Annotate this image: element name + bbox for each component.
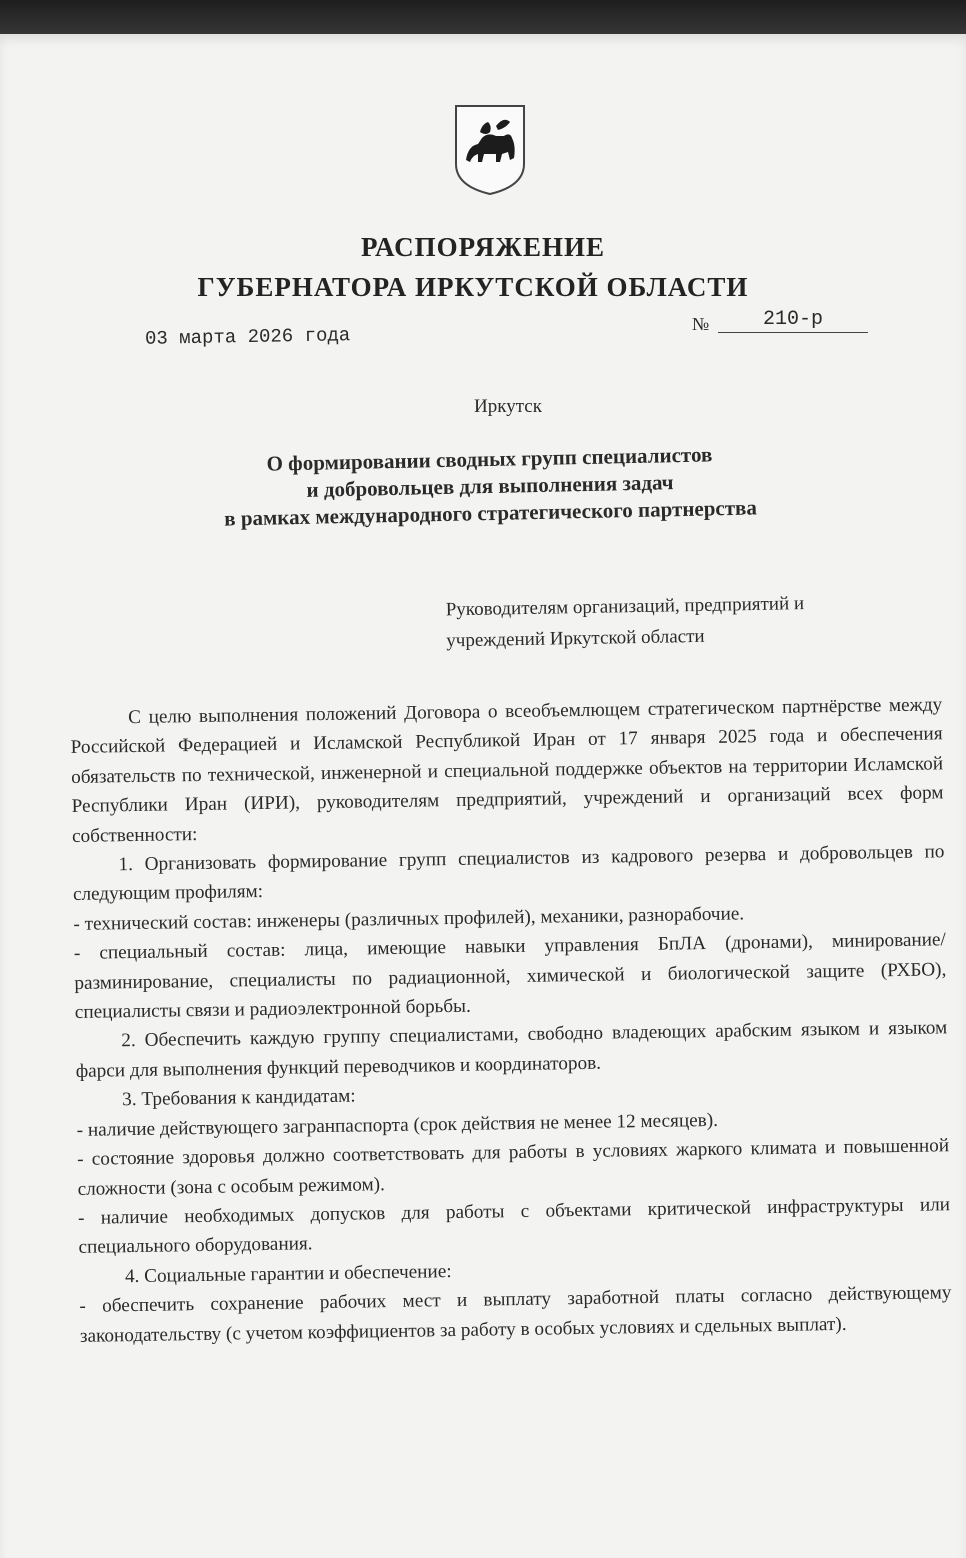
subject-line: и добровольцев для выполнения задач (306, 470, 674, 502)
item-1-subitem: - специальный состав: лица, имеющие навыки управления БпЛА (дронами), минирование/разминирование, специалисты по радиационной, химической и биологической защите (РХБО), специалисты связи и радиоэлектронной борьбы. (73, 929, 947, 1024)
item-3-subitem: - состояние здоровья должно соответствовать для работы в условиях жаркого климата и повышенной сложности (зона с особым режимом). (76, 1135, 950, 1200)
addressee-line: Руководителям организаций, предприятий и (445, 593, 805, 621)
document-issuer: ГУБЕРНАТОРА ИРКУТСКОЙ ОБЛАСТИ (197, 272, 749, 302)
intro-paragraph: С целю выполнения положений Договора о всеобъемлющем стратегическом партнёрстве между Российской Федерацией и Исламской Республикой Иран от 17 января 2025 года и обеспечения обязательств по технической, инженерной и специальной поддержке объектов на территории Исламской Республики Иран (ИРИ), руководителям предприятий, учреждений и организаций всех форм собственности: (70, 694, 944, 847)
irkutsk-coat-of-arms-icon (452, 102, 528, 198)
item-3-subitem: - наличие действующего загранпаспорта (срок действия не менее 12 месяцев). (76, 1109, 719, 1141)
document-date: 03 марта 2026 года (144, 324, 351, 350)
item-2: 2. Обеспечить каждую группу специалистами, свободно владеющих арабским языком и языком фарси для выполнения функций переводчиков и координаторов. (75, 1017, 948, 1082)
item-4-subitem: - обеспечить сохранение рабочих мест и выплату заработной платы согласно действующему законодательству (с учетом коэффициентов за работу в особых условиях и сдельных выплат). (79, 1282, 952, 1347)
addressee-line: учреждений Иркутской области (446, 625, 705, 652)
item-1-subitem: - технический состав: инженеры (различных профилей), механики, разнорабочие. (73, 903, 745, 935)
item-1: 1. Организовать формирование групп специалистов из кадрового резерва и добровольцев по следующим профилям: (72, 841, 945, 906)
addressee-block (445, 586, 946, 657)
subject-line: О формировании сводных групп специалистов (266, 442, 713, 476)
item-3: 3. Требования к кандидатам: (122, 1085, 356, 1111)
document-title: РАСПОРЯЖЕНИЕ (360, 232, 606, 262)
document-number: 210-р (718, 308, 868, 333)
subject-line: в рамках международного стратегического партнерства (223, 495, 758, 531)
item-4: 4. Социальные гарантии и обеспечение: (124, 1260, 452, 1287)
document-body (70, 690, 952, 1351)
document-city: Иркутск (474, 396, 542, 417)
number-label: № (692, 314, 710, 334)
item-3-subitem: - наличие необходимых допусков для работы с объектами критической инфраструктуры или специального оборудования. (77, 1194, 951, 1259)
